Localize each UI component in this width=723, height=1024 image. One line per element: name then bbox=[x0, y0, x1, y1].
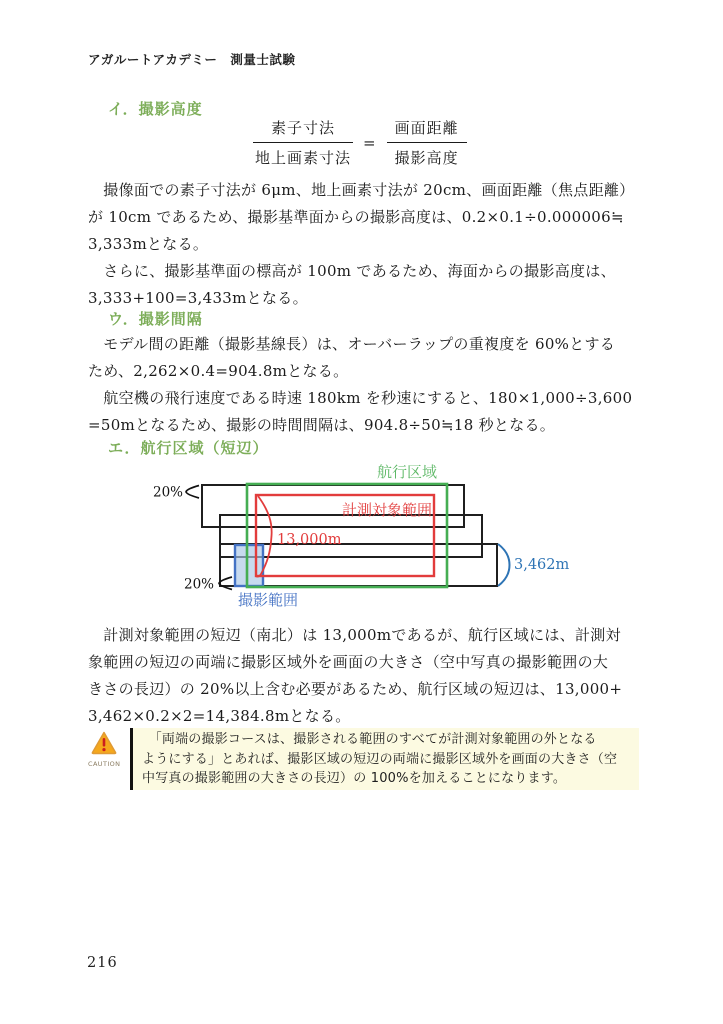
flight-area-label: 航行区域 bbox=[376, 463, 438, 481]
body-line: 3,333+100=3,433mとなる。 bbox=[88, 289, 308, 307]
caution-line: 「両端の撮影コースは、撮影される範囲のすべてが計測対象範囲の外となる bbox=[142, 732, 597, 747]
body-line: 計測対象範囲の短辺（南北）は 13,000mであるが、航行区域には、計測対 bbox=[88, 626, 621, 644]
body-line: モデル間の距離（撮影基線長）は、オーバーラップの重複度を 60%とする bbox=[88, 335, 616, 353]
paragraph-i bbox=[88, 177, 644, 312]
caution-line: ようにする」とあれば、撮影区域の短辺の両端に撮影区域外を画面の大きさ（空 bbox=[142, 751, 618, 767]
paragraph-u bbox=[88, 331, 644, 439]
flight-area-diagram bbox=[140, 456, 610, 618]
warning-triangle-icon bbox=[91, 731, 117, 755]
margin-bottom-label: 20% bbox=[184, 576, 215, 593]
formula bbox=[253, 116, 467, 169]
running-header: アガルートアカデミー 測量士試験 bbox=[88, 52, 296, 67]
body-line: 撮像面での素子寸法が 6μm、地上画素寸法が 20cm、画面距離（焦点距離） bbox=[88, 181, 635, 199]
margin-top-arrow-icon bbox=[186, 486, 199, 499]
body-line: 3,462×0.2×2=14,384.8mとなる。 bbox=[88, 707, 351, 725]
body-line: 3,333mとなる。 bbox=[88, 235, 209, 253]
caution-icon-block bbox=[88, 731, 120, 768]
body-line: きさの長辺）の 20%以上含む必要があるため、航行区域の短辺は、13,000+ bbox=[88, 680, 623, 698]
caution-line: 中写真の撮影範囲の大きさの長辺）の 100%を加えることになります。 bbox=[142, 771, 567, 787]
section-heading-e: エ．航行区域（短辺） bbox=[108, 439, 269, 457]
equals-sign: = bbox=[363, 133, 377, 152]
paragraph-e bbox=[88, 622, 644, 730]
measurement-area-label: 計測対象範囲 bbox=[341, 501, 432, 519]
photo-footprint-rect bbox=[235, 545, 263, 586]
body-line: =50mとなるため、撮影の時間間隔は、904.8÷50≒18 秒となる。 bbox=[88, 416, 556, 434]
fraction-left bbox=[253, 116, 353, 169]
photo-long-side-value: 3,462m bbox=[514, 557, 570, 573]
body-line: 航空機の飛行速度である時速 180km を秒速にすると、180×1,000÷3,600 bbox=[88, 389, 633, 407]
fraction-right-numerator: 画面距離 bbox=[387, 116, 467, 143]
photo-long-side-brace bbox=[498, 544, 510, 586]
caution-caption: CAUTION bbox=[88, 760, 121, 768]
fraction-right bbox=[387, 116, 467, 169]
fraction-left-numerator: 素子寸法 bbox=[253, 116, 353, 143]
margin-top-label: 20% bbox=[153, 484, 184, 501]
photo-area-label: 撮影範囲 bbox=[238, 591, 299, 609]
section-heading-u: ウ．撮影間隔 bbox=[108, 310, 203, 328]
body-line: ため、2,262×0.4=904.8mとなる。 bbox=[88, 362, 349, 380]
body-line: が 10cm であるため、撮影基準面からの撮影高度は、0.2×0.1÷0.000006≒ bbox=[88, 208, 624, 226]
body-line: 象範囲の短辺の両端に撮影区域外を画面の大きさ（空中写真の撮影範囲の大 bbox=[88, 653, 609, 671]
page-number: 216 bbox=[87, 955, 118, 971]
body-line: さらに、撮影基準面の標高が 100m であるため、海面からの撮影高度は、 bbox=[88, 262, 616, 280]
section-heading-i: イ．撮影高度 bbox=[108, 100, 203, 118]
short-side-value: 13,000m bbox=[277, 532, 342, 548]
fraction-right-denominator: 撮影高度 bbox=[394, 149, 459, 167]
caution-box bbox=[133, 728, 639, 790]
fraction-left-denominator: 地上画素寸法 bbox=[255, 149, 352, 167]
